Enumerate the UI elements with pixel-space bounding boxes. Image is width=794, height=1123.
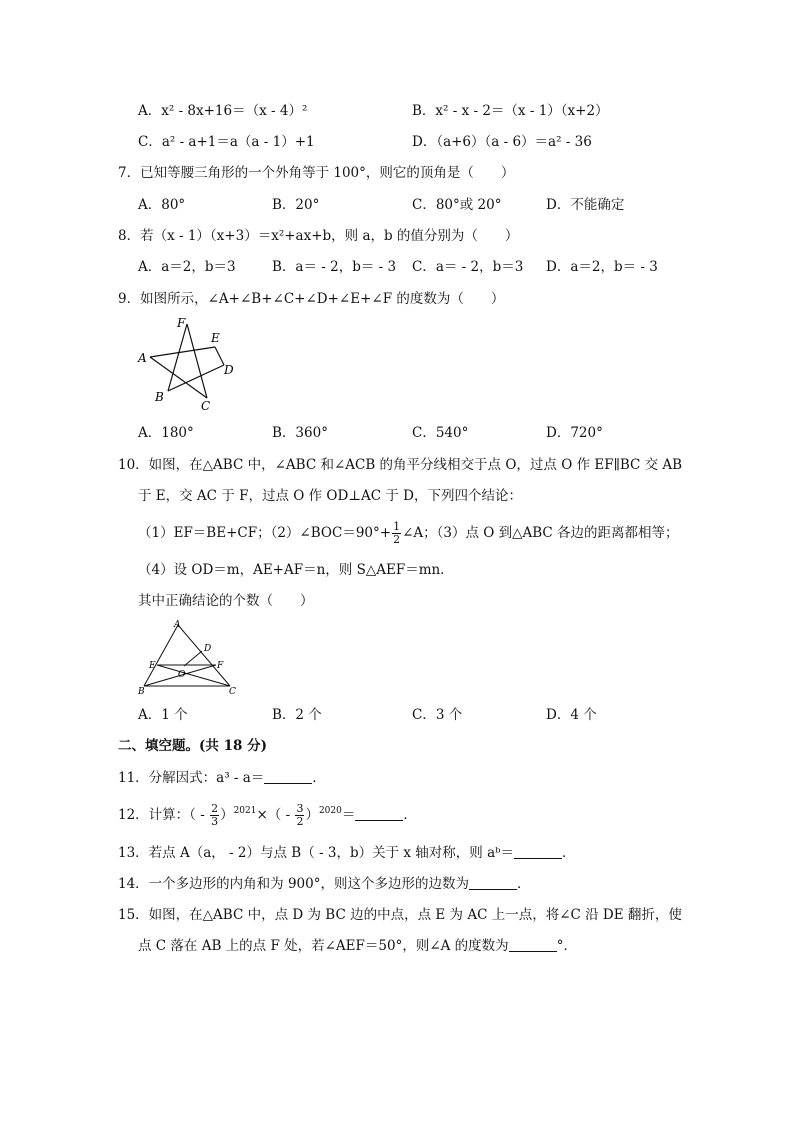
- q12-mid2: ×（ -: [256, 807, 295, 823]
- q8-option-a: A．a＝2，b＝3: [138, 259, 236, 275]
- q15-line-2: [138, 936, 577, 956]
- q12: [118, 803, 417, 828]
- q10-line-3b: ∠A；（3）点 O 到△ABC 各边的距离都相等；: [402, 525, 679, 541]
- q10-option-a: A．1 个: [138, 707, 188, 723]
- q9-option-a: A．180°: [138, 425, 194, 441]
- q12-exp-1: 2021: [233, 806, 257, 816]
- q6-option-c: C．a² - a+1＝a（a - 1）+1: [138, 134, 315, 150]
- q10-triangle-figure: [134, 618, 244, 698]
- q6-option-b: B．x² - x - 2＝（x - 1）（x+2）: [412, 103, 609, 119]
- q12-post: ＝: [341, 807, 356, 823]
- q10-line-3: [138, 521, 679, 546]
- q7-option-b: B．20°: [272, 197, 320, 213]
- q12-f1-num: 2: [211, 802, 219, 815]
- q12-fraction-2: [295, 803, 304, 828]
- q13-answer-blank[interactable]: [514, 844, 562, 859]
- q15-answer-blank[interactable]: [509, 937, 557, 952]
- q6-option-a: A．x² - 8x+16＝（x - 4）²: [138, 103, 308, 119]
- q8-option-d: D．a＝2，b＝ - 3: [546, 259, 658, 275]
- q9-label-f: F: [177, 316, 186, 330]
- q14: [118, 874, 531, 894]
- q7-stem: 7．已知等腰三角形的一个外角等于 100°，则它的顶角是（ ）: [118, 165, 515, 181]
- q10-line-1: 10．如图，在△ABC 中，∠ABC 和∠ACB 的角平分线相交于点 O，过点 O 作 EF∥BC 交 AB: [118, 457, 683, 473]
- q14-text: 14．一个多边形的内角和为 900°，则这个多边形的边数为: [118, 876, 469, 892]
- q10-side-ab: [144, 625, 178, 686]
- q12-mid1: ）: [220, 807, 234, 823]
- q10-label-b: B: [138, 687, 145, 697]
- q12-f1-den: 3: [211, 815, 219, 828]
- q9-option-b: B．360°: [272, 425, 328, 441]
- q10-label-a: A: [174, 620, 181, 630]
- q9-option-c: C．540°: [412, 425, 469, 441]
- q10-option-d: D．4 个: [546, 707, 597, 723]
- q11-answer-blank[interactable]: [264, 769, 312, 784]
- q10-frac-num: 1: [393, 520, 401, 533]
- q11: [118, 768, 326, 788]
- q9-stem: 9．如图所示，∠A+∠B+∠C+∠D+∠E+∠F 的度数为（ ）: [118, 291, 505, 307]
- q7-option-a: A．80°: [138, 197, 186, 213]
- q8-option-c: C．a＝ - 2，b＝3: [412, 259, 524, 275]
- q10-option-b: B．2 个: [272, 707, 322, 723]
- q13-text: 13．若点 A（a， - 2）与点 B（ - 3，b）关于 x 轴对称，则 aᵇ＝: [118, 845, 515, 861]
- q12-pre: 12．计算：（ -: [118, 807, 210, 823]
- q9-label-e: E: [211, 331, 220, 345]
- q9-segment-ae: [150, 347, 215, 357]
- q10-label-f: F: [217, 661, 224, 671]
- q12-fraction-1: [210, 803, 219, 828]
- q9-label-b: B: [155, 390, 164, 404]
- section-2-title: 二、填空题。(共 18 分): [118, 738, 267, 754]
- q13: [118, 843, 576, 863]
- q8-stem: 8．若（x - 1）（x+3）＝x²+ax+b，则 a，b 的值分别为（ ）: [118, 228, 519, 244]
- q10-line-2: 于 E，交 AC 于 F，过点 O 作 OD⊥AC 于 D，下列四个结论：: [138, 488, 522, 504]
- q10-fraction: [392, 521, 401, 546]
- q9-label-a: A: [138, 351, 147, 365]
- q10-label-c: C: [229, 687, 236, 697]
- q8-option-b: B．a＝ - 2，b＝ - 3: [272, 259, 397, 275]
- q9-option-d: D．720°: [546, 425, 603, 441]
- q7-option-d: D．不能确定: [546, 197, 625, 213]
- q12-exp-2: 2020: [318, 806, 342, 816]
- q7-option-c: C．80°或 20°: [412, 197, 502, 213]
- q10-label-o: O: [178, 670, 186, 680]
- q10-line-4: （4）设 OD＝m，AE+AF＝n，则 S△AEF＝mn．: [138, 562, 454, 578]
- q11-text: 11．分解因式：a³ - a＝: [118, 770, 265, 786]
- q13-end: ．: [562, 845, 576, 861]
- q14-answer-blank[interactable]: [469, 875, 517, 890]
- q12-mid3: ）: [305, 807, 319, 823]
- q10-option-c: C．3 个: [412, 707, 463, 723]
- q10-side-ac: [178, 625, 230, 686]
- q15-end: °．: [556, 938, 577, 954]
- q9-segment-fc: [187, 324, 207, 398]
- q9-segment-ed: [215, 347, 224, 365]
- q9-segment-db: [168, 365, 224, 391]
- q6-option-d: D．（a+6）（a - 6）＝a² - 36: [412, 134, 592, 150]
- q12-answer-blank[interactable]: [355, 806, 403, 821]
- q10-line-5: 其中正确结论的个数（ ）: [138, 593, 314, 609]
- q15-line-1: 15．如图，在△ABC 中，点 D 为 BC 边的中点，点 E 为 AC 上一点，将∠C 沿 DE 翻折，使: [118, 907, 682, 923]
- q11-end: ．: [312, 770, 326, 786]
- q12-f2-num: 3: [296, 802, 304, 815]
- q9-label-c: C: [201, 399, 211, 413]
- q12-f2-den: 2: [296, 815, 304, 828]
- q15-line-2-text: 点 C 落在 AB 上的点 F 处，若∠AEF＝50°，则∠A 的度数为: [138, 938, 509, 954]
- q10-segment-od: [184, 651, 202, 666]
- q9-star-figure: [134, 314, 244, 414]
- q10-label-e: E: [149, 661, 156, 671]
- q10-line-3a: （1）EF＝BE+CF；（2）∠BOC＝90°+: [138, 525, 392, 541]
- q10-frac-den: 2: [393, 533, 401, 546]
- q9-label-d: D: [224, 363, 234, 377]
- q10-label-d: D: [204, 644, 212, 654]
- q12-end: ．: [403, 807, 417, 823]
- q14-end: ．: [517, 876, 531, 892]
